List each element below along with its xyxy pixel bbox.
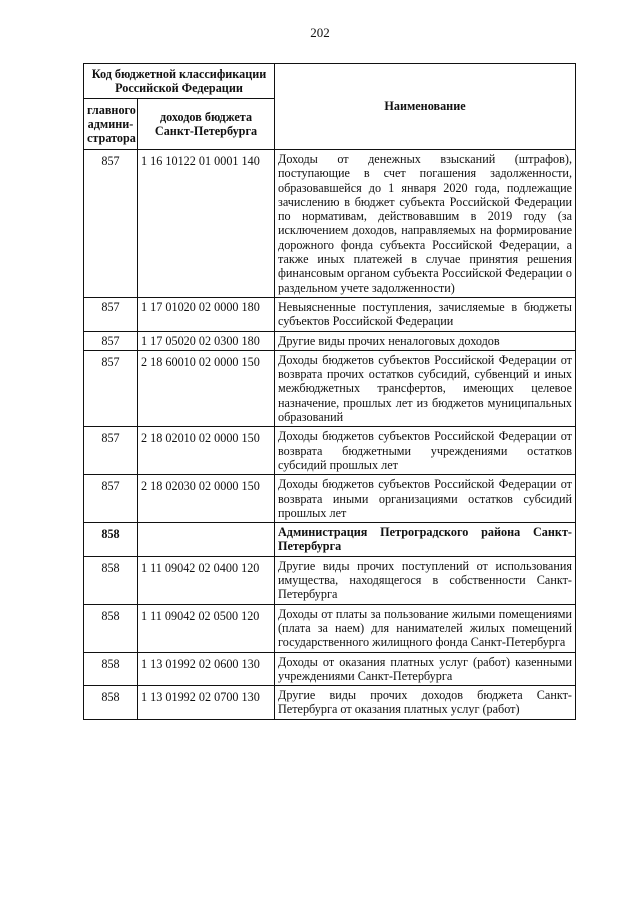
administrator-title: Администрация Петроградского района Санкт-Петербурга bbox=[275, 523, 576, 557]
admin-code: 858 bbox=[84, 604, 138, 652]
revenue-code: 1 13 01992 02 0600 130 bbox=[138, 652, 275, 686]
page-number: 202 bbox=[310, 25, 330, 40]
revenue-name: Другие виды прочих поступлений от использования имущества, находящегося в собственности Санкт-Петербурга bbox=[275, 556, 576, 604]
admin-code: 858 bbox=[84, 523, 138, 557]
revenue-name: Доходы бюджетов субъектов Российской Федерации от возврата прочих остатков субсидий, субвенций и иных межбюджетных трансфертов, имеющих целевое назначение, прошлых лет из бюджетов муниципальных образований bbox=[275, 350, 576, 426]
table-row bbox=[84, 475, 576, 523]
revenue-code: 1 11 09042 02 0400 120 bbox=[138, 556, 275, 604]
revenue-name: Невыясненные поступления, зачисляемые в бюджеты субъектов Российской Федерации bbox=[275, 297, 576, 331]
revenue-code: 2 18 02030 02 0000 150 bbox=[138, 475, 275, 523]
admin-code: 858 bbox=[84, 686, 138, 720]
admin-code: 857 bbox=[84, 350, 138, 426]
header-name: Наименование bbox=[275, 64, 576, 150]
table-row bbox=[84, 350, 576, 426]
header-admin: главного админи-стратора bbox=[84, 99, 138, 150]
admin-code: 858 bbox=[84, 556, 138, 604]
revenue-code: 1 17 05020 02 0300 180 bbox=[138, 331, 275, 350]
revenue-name: Доходы бюджетов субъектов Российской Федерации от возврата иными организациями остатков субсидий прошлых лет bbox=[275, 475, 576, 523]
table-row bbox=[84, 686, 576, 720]
revenue-code bbox=[138, 523, 275, 557]
revenue-code: 1 11 09042 02 0500 120 bbox=[138, 604, 275, 652]
revenue-code: 2 18 60010 02 0000 150 bbox=[138, 350, 275, 426]
table-row-section bbox=[84, 523, 576, 557]
revenue-name: Другие виды прочих доходов бюджета Санкт-Петербурга от оказания платных услуг (работ) bbox=[275, 686, 576, 720]
revenue-code: 1 13 01992 02 0700 130 bbox=[138, 686, 275, 720]
header-revenue: доходов бюджета Санкт-Петербурга bbox=[138, 99, 275, 150]
revenue-code: 1 16 10122 01 0001 140 bbox=[138, 150, 275, 298]
table-row bbox=[84, 331, 576, 350]
table-row bbox=[84, 427, 576, 475]
table-body bbox=[84, 150, 576, 720]
revenue-name: Доходы от платы за пользование жилыми помещениями (плата за наем) для нанимателей жилых помещений государственного жилищного фонда Санкт-Петербурга bbox=[275, 604, 576, 652]
budget-classification-table bbox=[83, 63, 576, 720]
revenue-code: 2 18 02010 02 0000 150 bbox=[138, 427, 275, 475]
admin-code: 858 bbox=[84, 652, 138, 686]
table-row bbox=[84, 604, 576, 652]
admin-code: 857 bbox=[84, 427, 138, 475]
revenue-code: 1 17 01020 02 0000 180 bbox=[138, 297, 275, 331]
admin-code: 857 bbox=[84, 150, 138, 298]
revenue-name: Доходы от денежных взысканий (штрафов), поступающие в счет погашения задолженности, образовавшейся до 1 января 2020 года, подлежащие зачислению в бюджет субъекта Российской Федерации по нормативам, действовавшим в 2019 году (за исключением доходов, направляемых на формирование дорожного фонда субъекта Российской Федерации, а также иных платежей в случае принятия решения финансовым органом субъекта Российской Федерации о раздельном учете задолженности) bbox=[275, 150, 576, 298]
table-row bbox=[84, 150, 576, 298]
revenue-name: Другие виды прочих неналоговых доходов bbox=[275, 331, 576, 350]
table-row bbox=[84, 556, 576, 604]
revenue-name: Доходы бюджетов субъектов Российской Федерации от возврата бюджетными учреждениями остатков субсидий прошлых лет bbox=[275, 427, 576, 475]
admin-code: 857 bbox=[84, 297, 138, 331]
table-row bbox=[84, 297, 576, 331]
admin-code: 857 bbox=[84, 475, 138, 523]
revenue-name: Доходы от оказания платных услуг (работ) казенными учреждениями Санкт-Петербурга bbox=[275, 652, 576, 686]
header-classification-code: Код бюджетной классификации Российской Федерации bbox=[84, 64, 275, 99]
table-row bbox=[84, 652, 576, 686]
admin-code: 857 bbox=[84, 331, 138, 350]
